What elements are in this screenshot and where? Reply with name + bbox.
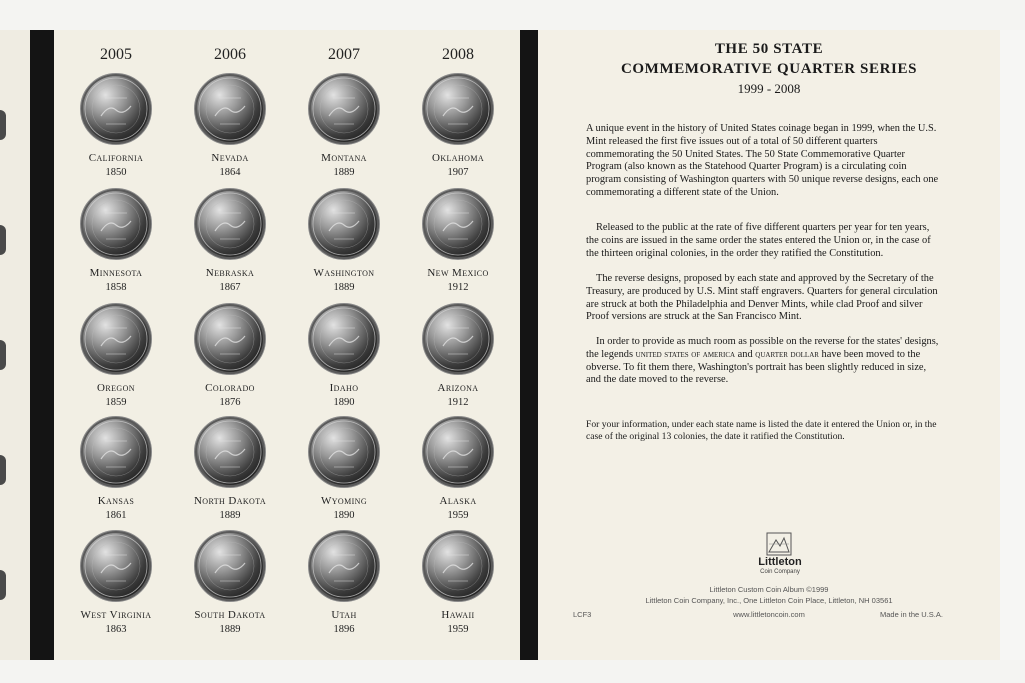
logo-wordmark: Littleton xyxy=(758,556,802,568)
quarter-coin xyxy=(80,188,152,260)
statehood-year: 1889 xyxy=(219,624,241,635)
coin-design-icon xyxy=(81,304,151,374)
series-years: 1999 - 2008 xyxy=(737,81,801,96)
statehood-year: 1859 xyxy=(105,397,127,408)
statehood-year: 1858 xyxy=(105,282,127,293)
coin-design-icon xyxy=(423,417,493,487)
coin-design-icon xyxy=(81,189,151,259)
footer-address: Littleton Coin Company, Inc., One Littleton Coin Place, Littleton, NH 03561 xyxy=(645,596,893,605)
coin-edge xyxy=(0,110,6,140)
statehood-year: 1850 xyxy=(105,167,127,178)
statehood-year: 1959 xyxy=(447,510,469,521)
paragraph-legends: In order to provide as much room as possible on the reverse for the states' designs, the legends united states of america and quarter dollar have been moved to the obverse. To fit them there, Washington's portrait has been slightly reduced in size, and the date moved to the reverse. xyxy=(586,336,939,386)
statehood-year: 1896 xyxy=(333,624,355,635)
statehood-year: 1889 xyxy=(333,282,355,293)
quarter-coin xyxy=(194,530,266,602)
coin-design-icon xyxy=(423,189,493,259)
state-name: Montana xyxy=(321,152,367,164)
coin-edge xyxy=(0,570,6,600)
footer-album: Littleton Custom Coin Album ©1999 xyxy=(709,585,829,594)
state-name: Alaska xyxy=(439,495,477,507)
quarter-coin xyxy=(422,188,494,260)
quarter-coin xyxy=(422,416,494,488)
quarter-coin xyxy=(422,530,494,602)
quarter-coin xyxy=(308,188,380,260)
statehood-year: 1867 xyxy=(219,282,241,293)
state-name: California xyxy=(88,152,144,164)
coin-design-icon xyxy=(81,531,151,601)
statehood-year: 1959 xyxy=(447,624,469,635)
paragraph-release: Released to the public at the rate of five different quarters per year for ten years, the coins are issued in the same order the states entered the Union or, in the case of the thirteen original colonies, in the order they ratified the Constitution. xyxy=(586,222,931,259)
coin-design-icon xyxy=(195,531,265,601)
quarter-coin xyxy=(80,530,152,602)
state-name: Wyoming xyxy=(320,495,368,507)
statehood-year: 1890 xyxy=(333,397,355,408)
year-header: 2006 xyxy=(214,46,246,63)
coin-design-icon xyxy=(309,189,379,259)
coin-design-icon xyxy=(309,531,379,601)
previous-page-edge xyxy=(0,30,30,660)
statehood-year: 1876 xyxy=(219,397,241,408)
state-name: Oregon xyxy=(97,382,135,394)
state-name: Minnesota xyxy=(89,267,143,279)
state-name: New Mexico xyxy=(427,267,489,279)
coin-edge xyxy=(0,340,6,370)
quarter-coin xyxy=(422,73,494,145)
statehood-year: 1861 xyxy=(105,510,127,521)
state-name: Nebraska xyxy=(205,267,255,279)
paragraph-info: For your information, under each state name is listed the date it entered the Union or, in the case of the original 13 colonies, the date it ratified the Constitution. xyxy=(586,419,937,442)
quarter-coin xyxy=(194,416,266,488)
statehood-year: 1889 xyxy=(219,510,241,521)
footer-made-in: Made in the U.S.A. xyxy=(880,610,943,619)
quarter-coin xyxy=(80,73,152,145)
quarter-coin xyxy=(194,188,266,260)
quarter-coin xyxy=(308,416,380,488)
paragraph-intro: A unique event in the history of United States coinage began in 1999, when the U.S. Mint released the first five issues out of a total of 50 different quarters commemorating the 50 United States. The 50 State Commemorative Quarter Program (also known as the Statehood Quarter Program) is a circulating coin program consisting of Washington quarters with 50 unique reverse designs, each one commemorating a different state of the Union. xyxy=(586,123,939,198)
state-name: Utah xyxy=(331,609,357,621)
state-name: Idaho xyxy=(329,382,359,394)
statehood-year: 1864 xyxy=(219,167,241,178)
state-name: Colorado xyxy=(205,382,255,394)
quarter-coin xyxy=(308,303,380,375)
statehood-year: 1863 xyxy=(105,624,127,635)
state-name: Arizona xyxy=(437,382,479,394)
coin-design-icon xyxy=(309,74,379,144)
coin-design-icon xyxy=(195,74,265,144)
paragraph-designs: The reverse designs, proposed by each state and approved by the Secretary of the Treasury, are produced by U.S. Mint staff engravers. Quarters for general circulation are struck at both the Philadelphia and Denver Mints, while clad Proof and silver Proof versions are struck at the San Francisco Mint. xyxy=(586,273,938,323)
footer-website: www.littletoncoin.com xyxy=(733,610,805,619)
background-strip xyxy=(1000,30,1025,660)
coin-design-icon xyxy=(195,417,265,487)
statehood-year: 1912 xyxy=(447,397,469,408)
state-name: South Dakota xyxy=(194,609,266,621)
footer-code: LCF3 xyxy=(573,610,592,619)
statehood-year: 1912 xyxy=(447,282,469,293)
page-title: THE 50 STATE xyxy=(714,41,824,57)
state-name: Nevada xyxy=(211,152,249,164)
coin-design-icon xyxy=(81,74,151,144)
quarter-coin xyxy=(308,530,380,602)
coin-design-icon xyxy=(195,304,265,374)
page-subtitle: COMMEMORATIVE QUARTER SERIES xyxy=(620,61,918,77)
coin-design-icon xyxy=(81,417,151,487)
quarter-coin xyxy=(422,303,494,375)
coin-design-icon xyxy=(309,304,379,374)
coin-edge xyxy=(0,455,6,485)
state-name: Kansas xyxy=(97,495,135,507)
coin-design-icon xyxy=(195,189,265,259)
coin-edge xyxy=(0,225,6,255)
binder-spine-left xyxy=(30,30,54,660)
statehood-year: 1907 xyxy=(447,167,469,178)
coin-design-icon xyxy=(423,74,493,144)
year-header: 2007 xyxy=(328,46,360,63)
quarter-coin xyxy=(308,73,380,145)
coin-design-icon xyxy=(423,531,493,601)
year-header: 2008 xyxy=(442,46,474,63)
quarter-coin xyxy=(194,303,266,375)
quarter-coin xyxy=(80,416,152,488)
state-name: North Dakota xyxy=(193,495,267,507)
state-name: Washington xyxy=(313,267,375,279)
state-name: West Virginia xyxy=(80,609,152,621)
year-header: 2005 xyxy=(100,46,132,63)
state-name: Hawaii xyxy=(441,609,475,621)
coin-design-icon xyxy=(309,417,379,487)
quarter-coin xyxy=(194,73,266,145)
statehood-year: 1889 xyxy=(333,167,355,178)
state-name: Oklahoma xyxy=(431,152,485,164)
binder-spine-center xyxy=(520,30,538,660)
logo-subtitle: Coin Company xyxy=(760,569,800,575)
littleton-logo-icon xyxy=(766,532,792,556)
coin-design-icon xyxy=(423,304,493,374)
statehood-year: 1890 xyxy=(333,510,355,521)
quarter-coin xyxy=(80,303,152,375)
